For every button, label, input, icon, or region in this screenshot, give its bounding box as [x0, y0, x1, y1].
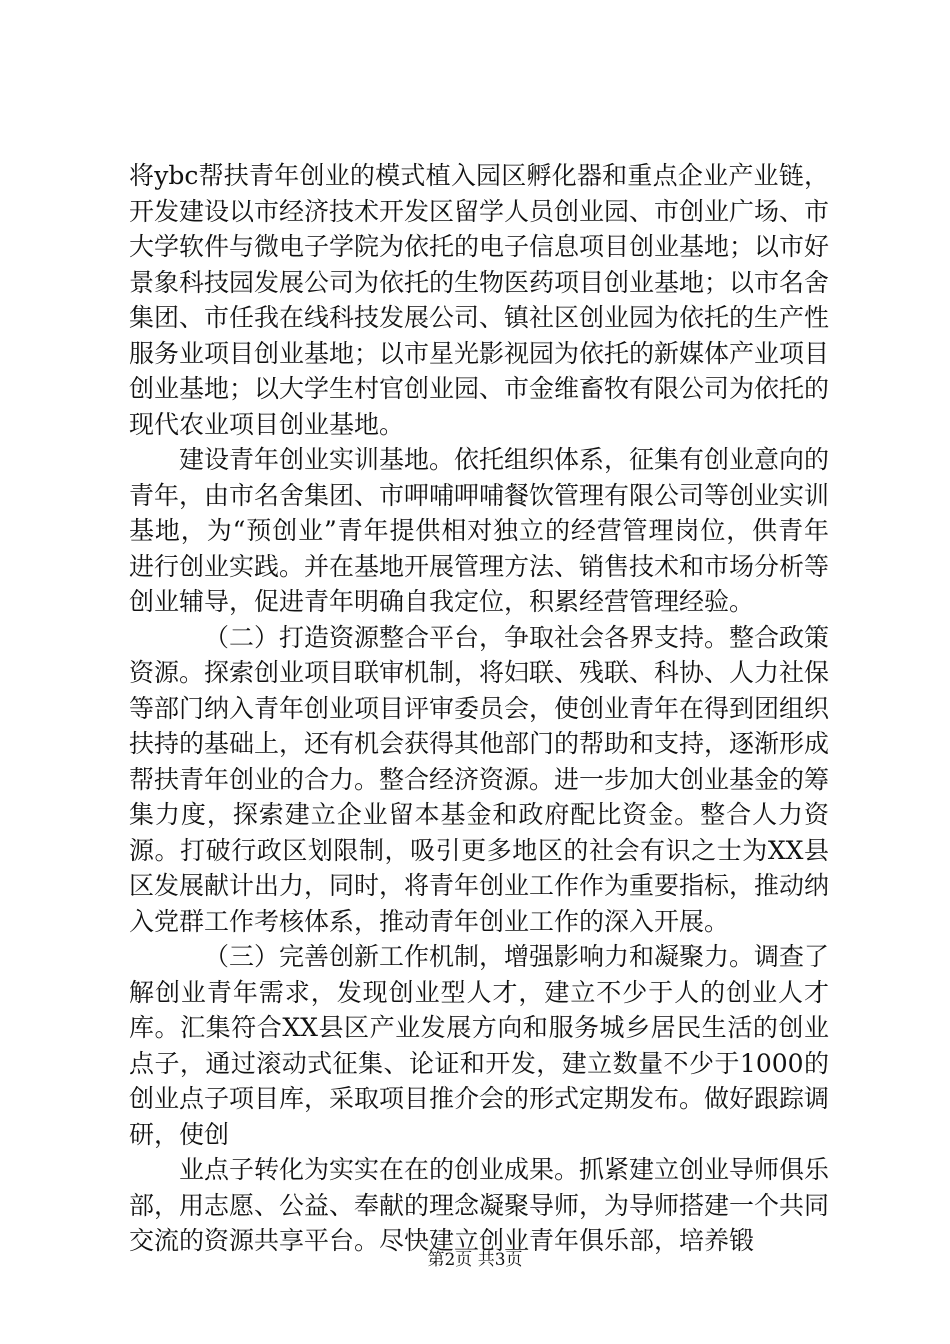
paragraph-1: 将ybc帮扶青年创业的模式植入园区孵化器和重点企业产业链，开发建设以市经济技术开发区留学人员创业园、市创业广场、市大学软件与微电子学院为依托的电子信息项目创业基地；以市好景象科技园发展公司为依托的生物医药项目创业基地；以市名舍集团、市任我在线科技发展公司、镇社区创业园为依托的生产性服务业项目创业基地；以市星光影视园为依托的新媒体产业项目创业基地；以大学生村官创业园、市金维畜牧有限公司为依托的现代农业项目创业基地。 [129, 161, 830, 439]
paragraph-5: 业点子转化为实实在在的创业成果。抓紧建立创业导师俱乐部，用志愿、公益、奉献的理念凝聚导师，为导师搭建一个共同交流的资源共享平台。尽快建立创业青年俱乐部，培养锻 [129, 1155, 830, 1255]
page-number-footer: 第2页 共3页 [427, 1250, 523, 1270]
paragraph-2: 建设青年创业实训基地。依托组织体系，征集有创业意向的青年，由市名舍集团、市呷哺呷哺餐饮管理有限公司等创业实训基地，为“预创业”青年提供相对独立的经营管理岗位，供青年进行创业实践。并在基地开展管理方法、销售技术和市场分析等创业辅导，促进青年明确自我定位，积累经营管理经验。 [129, 445, 830, 616]
paragraph-3: （二）打造资源整合平台，争取社会各界支持。整合政策资源。探索创业项目联审机制，将妇联、残联、科协、人力社保等部门纳入青年创业项目评审委员会，使创业青年在得到团组织扶持的基础上，还有机会获得其他部门的帮助和支持，逐渐形成帮扶青年创业的合力。整合经济资源。进一步加大创业基金的筹集力度，探索建立企业留本基金和政府配比资金。整合人力资源。打破行政区划限制，吸引更多地区的社会有识之士为XX县区发展献计出力，同时，将青年创业工作作为重要指标，推动纳入党群工作考核体系，推动青年创业工作的深入开展。 [129, 622, 830, 936]
document-body [129, 158, 829, 1259]
paragraph-4: （三）完善创新工作机制，增强影响力和凝聚力。调查了解创业青年需求，发现创业型人才，建立不少于人的创业人才库。汇集符合XX县区产业发展方向和服务城乡居民生活的创业点子，通过滚动式征集、论证和开发，建立数量不少于1000的创业点子项目库，采取项目推介会的形式定期发布。做好跟踪调研，使创 [129, 942, 830, 1149]
